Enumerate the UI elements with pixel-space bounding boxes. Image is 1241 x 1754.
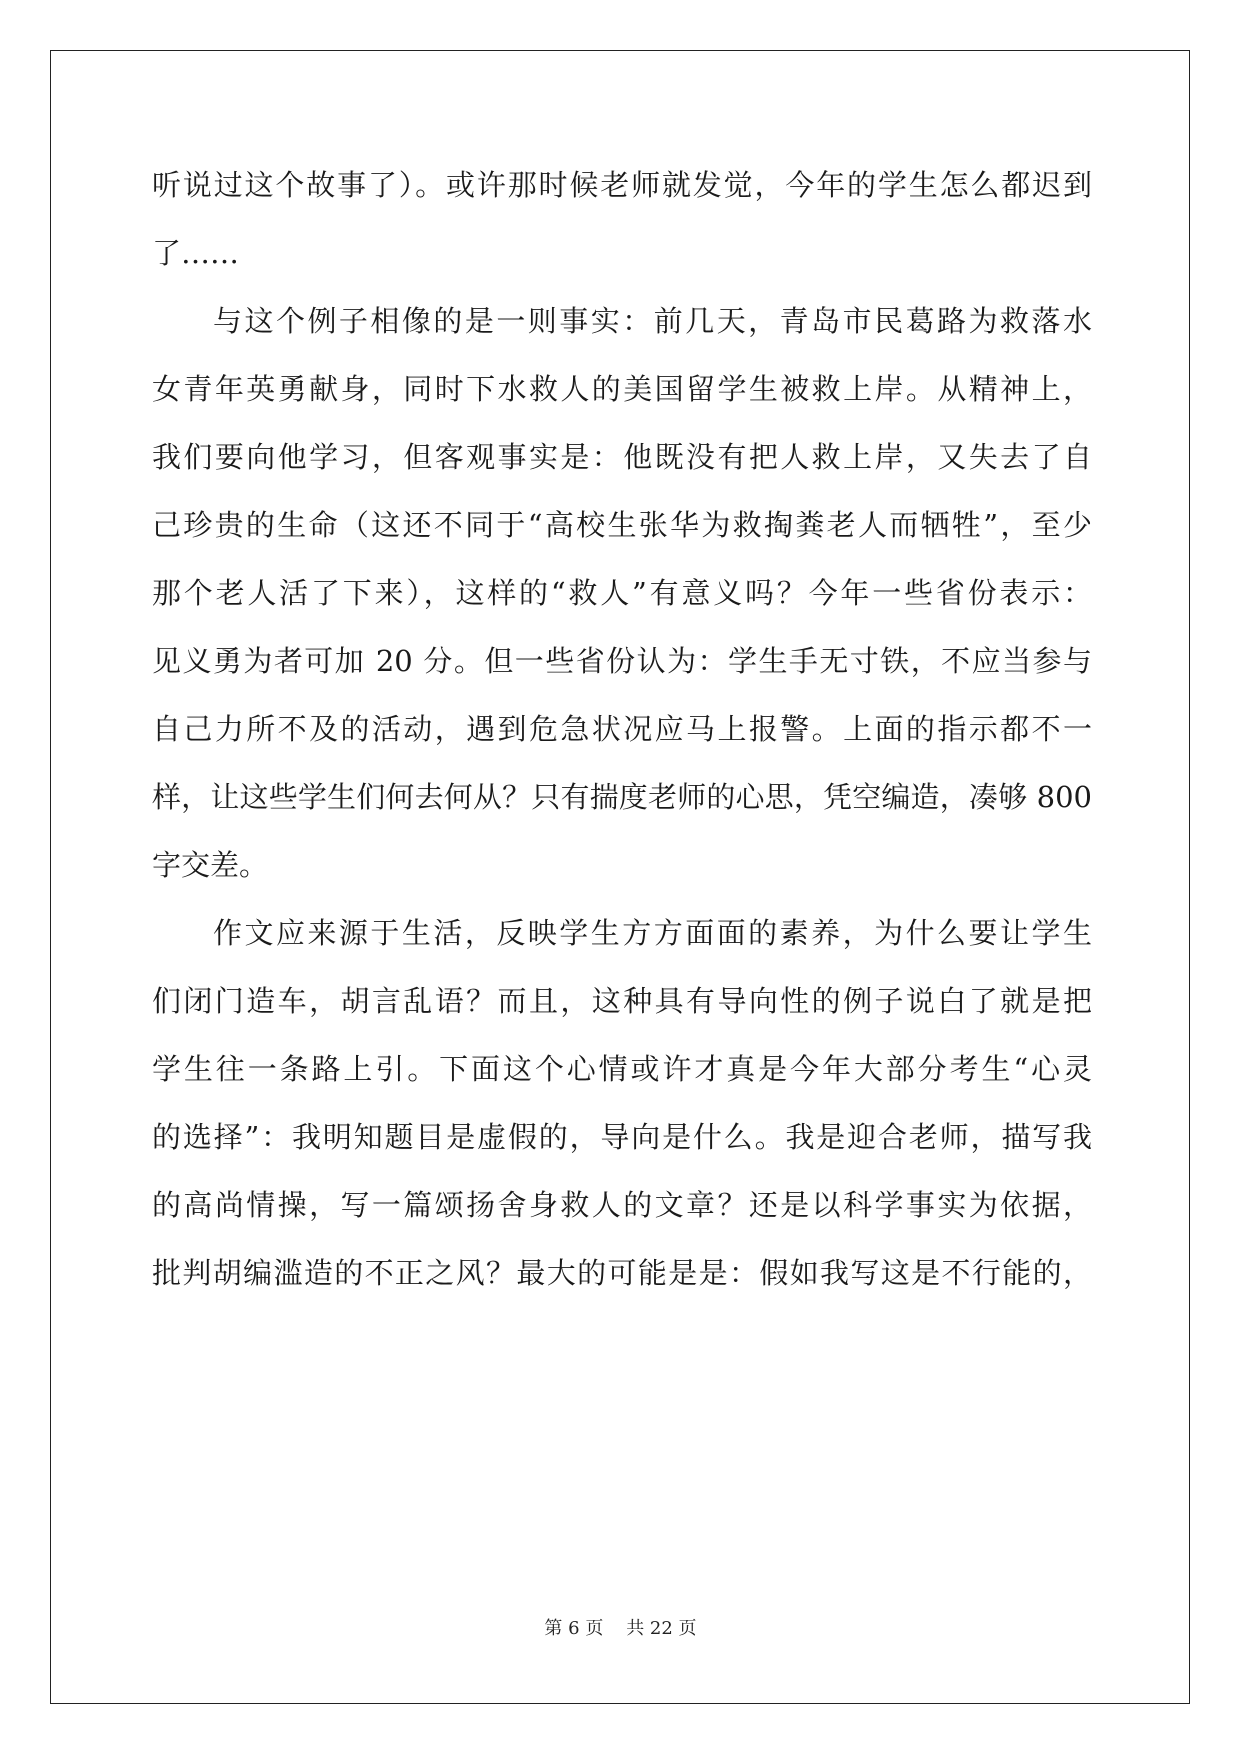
- text-line: 我们要向他学习，但客观事实是：他既没有把人救上岸，又失去了自: [152, 440, 1092, 474]
- text-line: 样，让这些学生们何去何从？只有揣度老师的心思，凭空编造，凑够 800: [152, 780, 1092, 814]
- text-line: 们闭门造车，胡言乱语？而且，这种具有导向性的例子说白了就是把: [152, 984, 1092, 1018]
- text-line: 了……: [152, 236, 240, 270]
- text-line: 与这个例子相像的是一则事实：前几天，青岛市民葛路为救落水: [213, 304, 1092, 338]
- text-line: 听说过这个故事了）。或许那时候老师就发觉，今年的学生怎么都迟到: [152, 168, 1092, 202]
- text-line: 作文应来源于生活，反映学生方方面面的素养，为什么要让学生: [213, 916, 1092, 950]
- text-line: 学生往一条路上引。下面这个心情或许才真是今年大部分考生“心灵: [152, 1052, 1092, 1086]
- document-body: [152, 151, 1092, 1307]
- text-line: 批判胡编滥造的不正之风？最大的可能是是：假如我写这是不行能的，: [152, 1256, 1092, 1290]
- text-line: 见义勇为者可加 20 分。但一些省份认为：学生手无寸铁，不应当参与: [152, 644, 1092, 678]
- text-line: 那个老人活了下来），这样的“救人”有意义吗？今年一些省份表示：: [152, 576, 1092, 610]
- text-line: 女青年英勇献身，同时下水救人的美国留学生被救上岸。从精神上，: [152, 372, 1092, 406]
- text-line: 自己力所不及的活动，遇到危急状况应马上报警。上面的指示都不一: [152, 712, 1092, 746]
- text-line: 的高尚情操，写一篇颂扬舍身救人的文章？还是以科学事实为依据，: [152, 1188, 1092, 1222]
- text-line: 的选择”：我明知题目是虚假的，导向是什么。我是迎合老师，描写我: [152, 1120, 1092, 1154]
- text-line: 字交差。: [152, 848, 269, 882]
- page-number-footer: 第 6 页 共 22 页: [544, 1618, 697, 1639]
- text-line: 己珍贵的生命（这还不同于“高校生张华为救掏粪老人而牺牲”，至少: [152, 508, 1092, 542]
